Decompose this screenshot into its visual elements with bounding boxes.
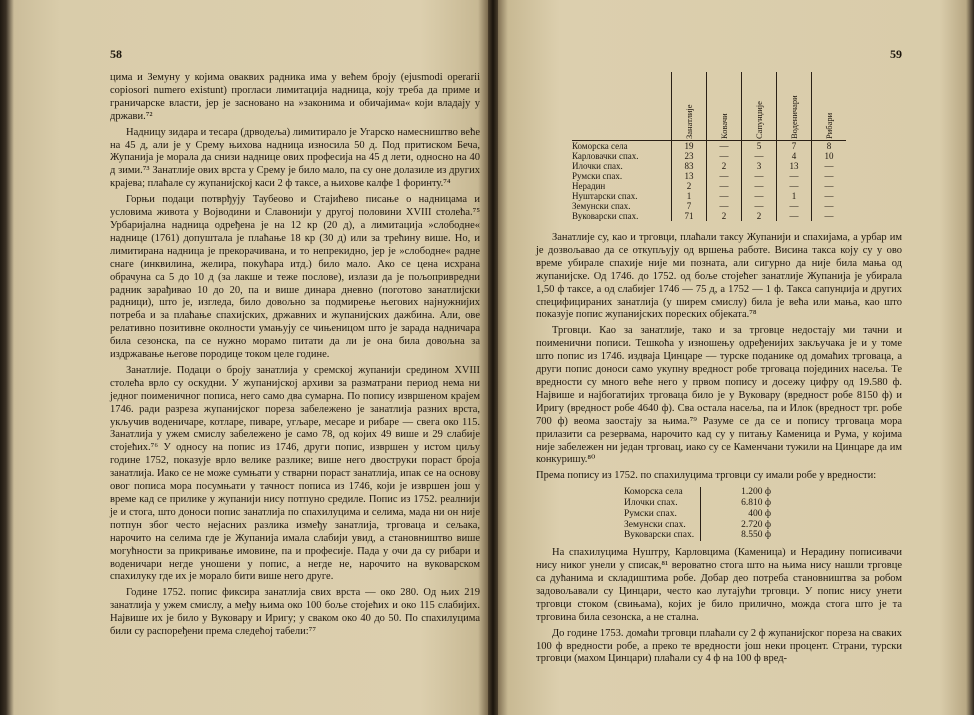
table-cell: 8.550 ф	[701, 530, 777, 541]
row-label: Вуковарски спах.	[624, 530, 695, 541]
column-header: Ковачи	[707, 72, 742, 141]
paragraph: Горњи подаци потврђују Таубеово и Стајићево писање о надницама и условима живота у Војводини и Славонији у другој половини XVIII столећа.⁷⁵ Урбаријална надница одређена је на 12 кр (20 д), а лимитација »слободне« наднице (1761) допуштала је плаћање 18 кр (30 д) или за трећину више. Но, и лимитирана надница је прекорачивана, и то непрекидно, јер је »слободне« радне снаге (инквилина, желира, покућара итд.) било мало. Ако се цена исхрана обрачуна са 5 до 10 д (за лакше и теже послове), излази да је пољопривредни радник зарађивао 10 до 20, па и више динара дневно (поготово занатлијски радници), што је, изгледа, било довољно за подмирење његових најнужнијих потреба и за плаћање спахијских, државних и жупанијских дажбина. Али, ове релативно позитивне околности умањују се чињеницом што је зарада надничара била сезонска, па се нужно морамо питати да ли је она била довољна за издржавање његове породице током целе године.	[110, 194, 480, 361]
table-cell: —	[742, 191, 777, 201]
table-cell: —	[707, 151, 742, 161]
table-cell: 8	[812, 141, 847, 152]
table-cell: —	[812, 171, 847, 181]
paragraph: Трговци. Као за занатлије, тако и за трговце недостају ми тачни и поименични пописи. Тешкоћа у изношењу одређенијих закључака је и у томе што попис из 1746. издваја Цинцаре — турске поданике од домаћих трговаца, а други попис доноси само укупну вредност робе трговаца појединих насеља. Те вредности су много веће него у првом попису и досежу цифру од 19.580 ф. Највише и најбогатијих трговаца било је у Вуковару (вредност робе 8150 ф) и Иригу (вредност робе 4640 ф). Сва остала насеља, па и Илок (вредност трг. робе 700 ф) веома заостају за њима.⁷⁹ Разуме се да се и попису трговаца мора прилазити са резервама, нарочито кад су у питању Каменица и Рума, у којима није забележен ни један трговац, иако су се Каменчани тужили на Цинцаре да им конкуришу.⁸⁰	[536, 325, 902, 466]
table-cell: —	[777, 211, 812, 221]
row-label: Нуштарски спах.	[572, 191, 638, 201]
paragraph: цима и Земуну у којима оваквих радника има у већем броју (ejusmodi operarii copiosori numero existunt) прогласи лимитација надница, коју треба да приме и граничарске власти, јер је засновано на »законима и обичајима« који владају у држави.⁷²	[110, 72, 480, 122]
left-page	[60, 0, 490, 715]
table-cell: —	[742, 151, 777, 161]
table-cell: —	[777, 201, 812, 211]
table-cell: 1.200 ф	[701, 487, 777, 498]
paragraph: Надницу зидара и тесара (дрводеља) лимитирало је Угарско намесништво веће на 45 д, али је у Срему њихова надница износила 50 д. Под притиском Беча, Жупанија је морала да снизи наднице ових професија на 45 д лети, односно на 40 д зими.⁷³ Занатлије ових врста у Срему је било мало, па су оне долазиле из других крајева; плаћале су жупанијској каси 2 ф таксе, а њихове калфе 1 форинту.⁷⁴	[110, 126, 480, 190]
table-cell: —	[812, 201, 847, 211]
table-row	[618, 487, 777, 498]
table-cell: 400 ф	[701, 509, 777, 520]
row-label: Илочки спах.	[624, 498, 678, 509]
table-row	[572, 181, 846, 191]
table-cell: 13	[777, 161, 812, 171]
table-row	[572, 201, 846, 211]
table-cell: 5	[742, 141, 777, 152]
table-cell: —	[707, 201, 742, 211]
table-row	[618, 498, 777, 509]
row-label: Карловачки спах.	[572, 151, 639, 161]
table-cell: 83	[672, 161, 707, 171]
table-cell: —	[812, 181, 847, 191]
table-row	[572, 191, 846, 201]
table-cell: 1	[672, 191, 707, 201]
paragraph: Године 1752. попис фиксира занатлија свих врста — око 280. Од њих 219 занатлија у ужем смислу, а међу њима око 100 боље стојећих и око 115 слабијих. Највише их је било у Вуковару и Иригу; у сваком око 40 до 50. По спахилуцима били су распоређени према следећој табели:⁷⁷	[110, 587, 480, 638]
table-cell: 2	[707, 161, 742, 171]
column-header: Рибари	[812, 72, 847, 141]
table-cell: 2	[707, 211, 742, 221]
row-label: Румски спах.	[624, 508, 677, 519]
table-corner	[572, 72, 672, 141]
row-label: Нерадин	[572, 181, 606, 191]
table-cell: 2.720 ф	[701, 520, 777, 531]
table-cell: —	[742, 181, 777, 191]
table-cell: —	[707, 181, 742, 191]
table-row	[572, 211, 846, 221]
table-row	[572, 151, 846, 161]
table-cell: —	[777, 181, 812, 191]
page-number: 58	[110, 47, 122, 61]
craftsmen-table	[572, 72, 846, 221]
table-row	[618, 520, 777, 531]
table-cell: 6.810 ф	[701, 498, 777, 509]
row-label: Илочки спах.	[572, 161, 623, 171]
table-cell: —	[742, 171, 777, 181]
table-cell: —	[812, 161, 847, 171]
table-row	[618, 530, 777, 541]
table-row	[618, 509, 777, 520]
merchants-table	[618, 487, 777, 541]
table-row	[572, 171, 846, 181]
table-cell: —	[777, 171, 812, 181]
paragraph: На спахилуцима Нуштру, Карловцима (Каменица) и Нерадину пописивачи нису никог унели у списак,⁸¹ вероватно стога што на њима нису нашли трговце са дућанима и складиштима робе. Добар део потреба становништва за робом задовољавали су Цинцари, често као лутајући трговци. У попис нису унети трговци стоком (свињама), којих је било прилично, можда стога што је та трговина била сезонска, а не стална.	[536, 547, 902, 623]
row-label: Румски спах.	[572, 171, 623, 181]
paragraph: Занатлије. Подаци о броју занатлија у сремској жупанији средином XVIII столећа врло су оскудни. У жупанијској архиви за разматрани период нема ни једног поименичног пописа, него само два сумарна. По попису извршеном крајем 1746. ради разреза жупанијског пореза забележено је занатлија разних врста, укључив воденичаре, котларе, пиваре, угљаре, месаре и рибаре — свега око 115. Занатлија у ужем смислу забележено је само 78, од којих 49 више и 29 слабије стојећих.⁷⁶ У односу на попис из 1746, други попис, извршен у истом циљу године 1752, показује врло велике разлике; више него двоструки пораст броја занатлија. Иако се не може сумњати у стварни пораст занатлија, ипак се на основу овог пописа мора посумњати у тачност пописа из 1746, који је извршен још у време кад се прилике у жупанији нису потпуно средиле. Попис из 1752. реалнији је и стога, што доноси попис занатлија по спахилуцима и селима, мада ни он није потпун због често нејасних разлика између занатлија, трговаца и сељака, нарочито на селима где је Жупанија имала слабији увид, а становништво више могућности за прикривање имовине, па и професије. Пада у очи да су рибари и воденичари негде уношени у попис, а негде не, нарочито на вуковарском спахилуку где их је морало бити више него друге.	[110, 364, 480, 583]
table-row	[572, 161, 846, 171]
table-cell: 19	[672, 141, 707, 152]
right-page	[512, 0, 902, 715]
table-cell: 1	[777, 191, 812, 201]
row-label: Вуковарски спах.	[572, 211, 639, 221]
table-cell: —	[707, 191, 742, 201]
row-label: Коморска села	[572, 141, 628, 151]
table-cell: —	[812, 191, 847, 201]
table-cell: 7	[672, 201, 707, 211]
table-cell: 71	[672, 211, 707, 221]
table-cell: 4	[777, 151, 812, 161]
row-label: Земунски спах.	[572, 201, 631, 211]
paragraph: Према попису из 1752. по спахилуцима трговци су имали робе у вредности:	[536, 470, 877, 482]
right-page-body	[536, 232, 902, 669]
page-number: 59	[890, 47, 902, 61]
paragraph: Занатлије су, као и трговци, плаћали таксу Жупанији и спахијама, а урбар им је дозвољавао да се откупљују од вршења работе. Висина такса коју су у ово време убирале спахије није ми позната, али сигурно да није била мања од жупанијске. Од 1746. до 1752. од боље стојећег занатлије Жупанија је убирала 1,50 ф таксе, а од слабијег 1746 — 75 д, а 1752 — 1 ф. Такса сапунџија и других специфицираних занатлија (у ширем смислу) била је већа или мања, као што показује попис жупанијских пореских објеката.⁷⁸	[536, 232, 902, 321]
table-cell: 2	[742, 211, 777, 221]
table-cell: —	[707, 141, 742, 152]
column-header: Воденичари	[777, 72, 812, 141]
table-cell: —	[707, 171, 742, 181]
paragraph: До године 1753. домаћи трговци плаћали су 2 ф жупанијског пореза на сваких 100 ф вредности робе, а преко те вредности још неки процент. Страни, турски трговци (махом Цинцари) плаћали су 4 ф на 100 ф вред-	[536, 627, 902, 665]
column-header: Сапунџије	[742, 72, 777, 141]
table-cell: 2	[672, 181, 707, 191]
table-cell: 23	[672, 151, 707, 161]
table-row	[572, 141, 846, 152]
row-label: Земунски спах.	[624, 519, 686, 530]
table-cell: 3	[742, 161, 777, 171]
table-cell: 10	[812, 151, 847, 161]
left-page-body	[110, 72, 480, 642]
table-cell: —	[812, 211, 847, 221]
table-cell: —	[742, 201, 777, 211]
column-header: Занатлије	[672, 72, 707, 141]
row-label: Коморска села	[624, 487, 683, 498]
table-body	[572, 141, 846, 222]
table-cell: 7	[777, 141, 812, 152]
table-cell: 13	[672, 171, 707, 181]
